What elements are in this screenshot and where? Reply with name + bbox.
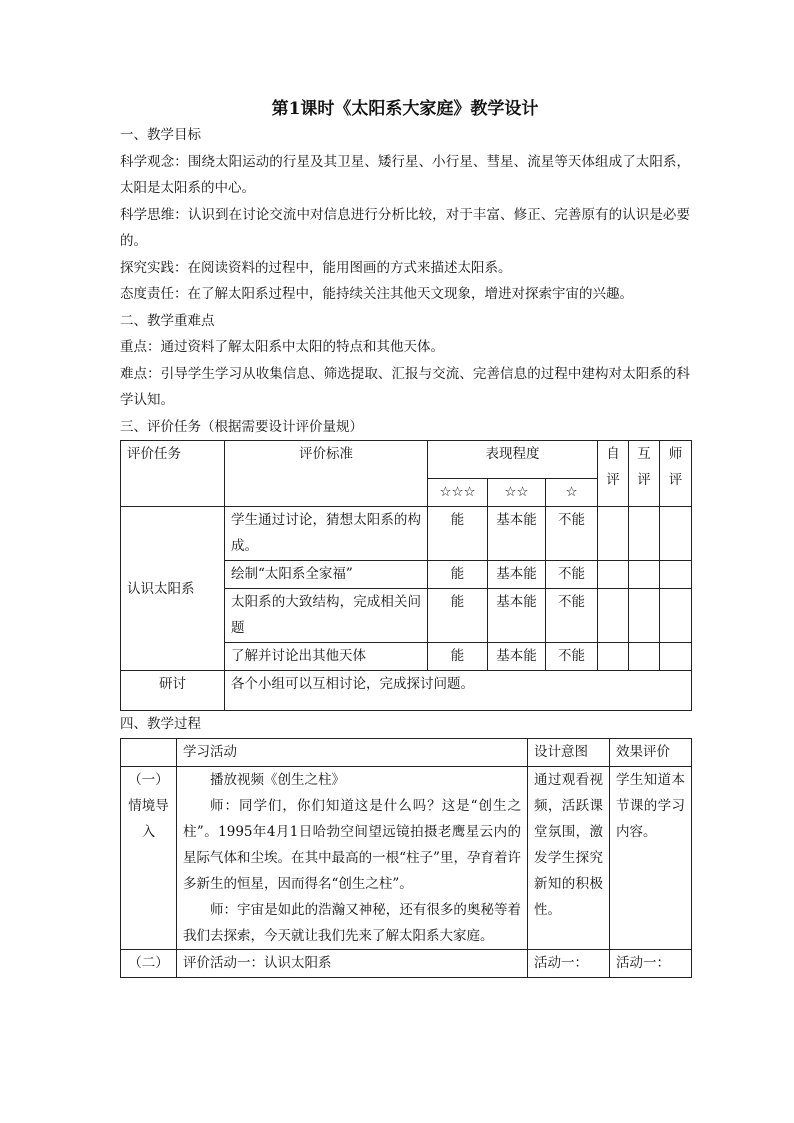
standard-cell: 学生通过讨论，猜想太阳系的构成。 <box>225 507 428 561</box>
header-activity: 学习活动 <box>177 738 528 766</box>
level-2-cell: 基本能 <box>488 561 546 589</box>
level-3-cell: 能 <box>428 507 488 561</box>
standard-cell: 了解并讨论出其他天体 <box>225 643 428 671</box>
peer-eval-cell[interactable] <box>629 561 660 589</box>
standard-cell: 太阳系的大致结构，完成相关问题 <box>225 589 428 643</box>
section-heading-process: 四、教学过程 <box>120 716 201 732</box>
section-heading-key-points: 二、教学重难点 <box>120 312 215 329</box>
objective-practice: 探究实践：在阅读资料的过程中，能用图画的方式来描述太阳系。 <box>120 259 512 276</box>
teacher-eval-cell[interactable] <box>660 643 692 671</box>
header-intent: 设计意图 <box>528 738 610 766</box>
effect-cell-1: 学生知道本节课的学习内容。 <box>610 766 692 949</box>
header-peer-eval: 互评 <box>629 441 660 507</box>
teacher-eval-cell[interactable] <box>660 561 692 589</box>
teacher-eval-cell[interactable] <box>660 589 692 643</box>
header-standard: 评价标准 <box>225 441 428 507</box>
level-1-cell: 不能 <box>546 561 598 589</box>
level-2-cell: 基本能 <box>488 589 546 643</box>
standard-cell: 绘制“太阳系全家福” <box>225 561 428 589</box>
document-page <box>120 96 690 978</box>
objective-attitude: 态度责任：在了解太阳系过程中，能持续关注其他天文现象，增进对探索宇宙的兴趣。 <box>120 286 633 302</box>
process-table <box>120 738 692 978</box>
task-name: 认识太阳系 <box>121 507 225 671</box>
level-2-cell: 基本能 <box>488 643 546 671</box>
key-point: 重点：通过资料了解太阳系中太阳的特点和其他天体。 <box>120 339 444 355</box>
activity-teacher-1: 师：同学们，你们知道这是什么吗？这是“创生之柱”。1995年4月1日哈勃空间望远镜拍摄老鹰星云内的星际气体和尘埃。在其中最高的一根“柱子”里，孕育着许多新生的恒星，因而得名“创生之柱”。 <box>183 797 521 892</box>
header-effect: 效果评价 <box>610 738 692 766</box>
level-3-cell: 能 <box>428 561 488 589</box>
self-eval-cell[interactable] <box>598 589 629 643</box>
page-title: 第1课时《太阳系大家庭》教学设计 <box>271 99 539 119</box>
header-teacher-eval: 师评 <box>660 441 692 507</box>
level-3-cell: 能 <box>428 589 488 643</box>
header-blank <box>121 738 177 766</box>
evaluation-table <box>120 440 692 711</box>
peer-eval-cell[interactable] <box>629 507 660 561</box>
header-task: 评价任务 <box>121 441 225 507</box>
difficult-point: 难点：引导学生学习从收集信息、筛选提取、汇报与交流、完善信息的过程中建构对太阳系的科学认知。 <box>120 365 690 408</box>
level-2-cell: 基本能 <box>488 507 546 561</box>
level-1-cell: 不能 <box>546 507 598 561</box>
objective-concept: 科学观念：围绕太阳运动的行星及其卫星、矮行星、小行星、彗星、流星等天体组成了太阳系，太阳是太阳系的中心。 <box>120 153 690 196</box>
stage-label-1: （一）情境导入 <box>121 766 177 949</box>
activity-video: 播放视频《创生之柱》 <box>210 771 345 788</box>
level-3-cell: 能 <box>428 643 488 671</box>
level-1-cell: 不能 <box>546 589 598 643</box>
stars-1: ☆ <box>546 479 598 507</box>
stage-label-2: （二） <box>121 949 177 977</box>
discuss-label: 研讨 <box>121 671 225 711</box>
activity-cell-1 <box>177 766 528 949</box>
activity-teacher-2: 师：宇宙是如此的浩瀚又神秘，还有很多的奥秘等着我们去探索，今天就让我们先来了解太阳系大家庭。 <box>183 901 521 944</box>
section-heading-objectives: 一、教学目标 <box>120 127 201 143</box>
peer-eval-cell[interactable] <box>629 589 660 643</box>
teacher-eval-cell[interactable] <box>660 507 692 561</box>
effect-cell-2: 活动一： <box>610 949 692 977</box>
intent-cell-2: 活动一： <box>528 949 610 977</box>
self-eval-cell[interactable] <box>598 507 629 561</box>
discuss-text: 各个小组可以互相讨论，完成探讨问题。 <box>225 671 692 711</box>
objective-thinking: 科学思维：认识到在讨论交流中对信息进行分析比较，对于丰富、修正、完善原有的认识是必要的。 <box>120 206 690 249</box>
self-eval-cell[interactable] <box>598 561 629 589</box>
level-1-cell: 不能 <box>546 643 598 671</box>
activity-cell-2: 评价活动一：认识太阳系 <box>177 949 528 977</box>
stars-2: ☆☆ <box>488 479 546 507</box>
self-eval-cell[interactable] <box>598 643 629 671</box>
peer-eval-cell[interactable] <box>629 643 660 671</box>
intent-cell-1: 通过观看视频，活跃课堂氛围，激发学生探究新知的积极性。 <box>528 766 610 949</box>
header-self-eval: 自评 <box>598 441 629 507</box>
stars-3: ☆☆☆ <box>428 479 488 507</box>
section-heading-evaluation: 三、评价任务（根据需要设计评价量规） <box>120 418 363 435</box>
header-performance: 表现程度 <box>428 441 598 479</box>
